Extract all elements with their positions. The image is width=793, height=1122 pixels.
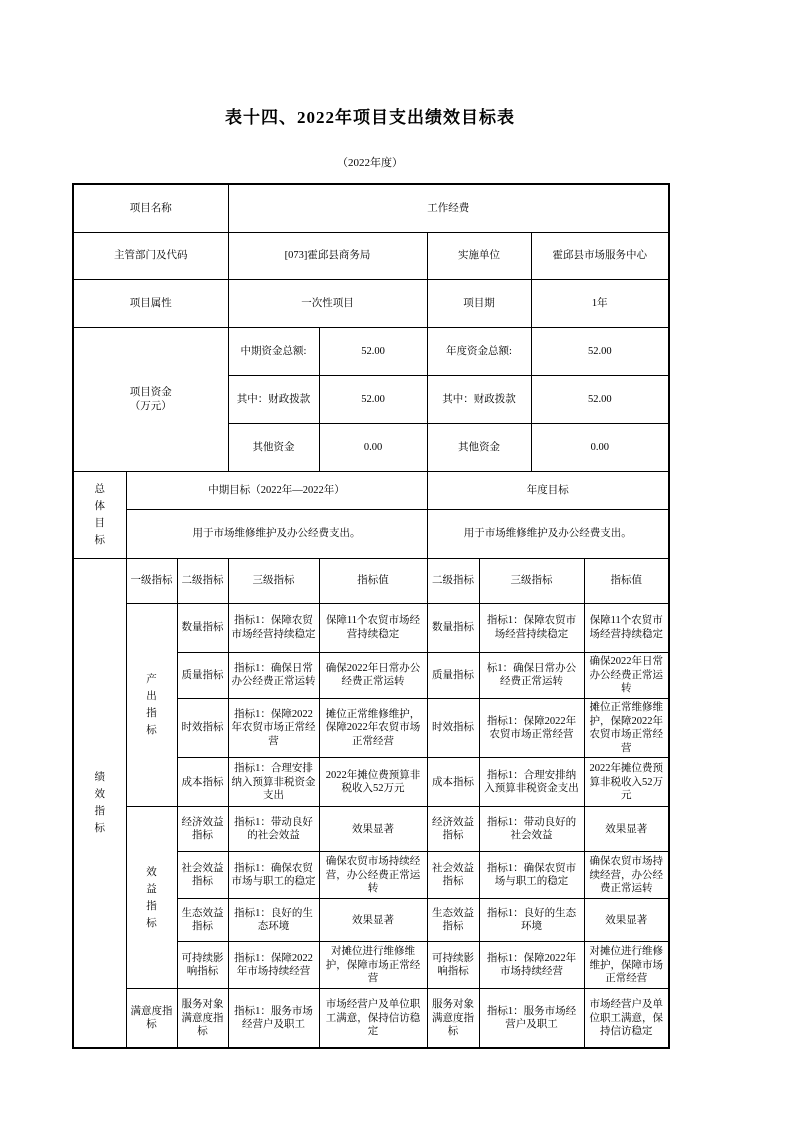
indicator-level3-right: 指标1：服务市场经营户及职工 xyxy=(479,989,584,1049)
indicator-value: 确保2022年日常办公经费正常运转 xyxy=(319,653,427,699)
annual-other-label: 其他资金 xyxy=(427,424,531,472)
mid-goal-header: 中期目标（2022年—2022年） xyxy=(126,472,427,510)
indicator-level3: 指标1：保障2022年农贸市场正常经营 xyxy=(228,698,319,758)
mid-fiscal-label: 其中：财政拨款 xyxy=(228,376,319,424)
indicator-level2-right: 成本指标 xyxy=(427,758,479,807)
indicator-value-right: 2022年摊位费预算非税收入52万元 xyxy=(584,758,669,807)
table-row xyxy=(73,233,669,280)
indicator-value: 市场经营户及单位职工满意，保持信访稳定 xyxy=(319,989,427,1049)
indicator-level2: 社会效益指标 xyxy=(177,852,228,899)
indicator-value: 效果显著 xyxy=(319,899,427,942)
col-header-level3: 三级指标 xyxy=(228,559,319,604)
group-benefit-label-text: 效益指标 xyxy=(146,866,157,929)
attr-value: 一次性项目 xyxy=(228,280,427,328)
table-row xyxy=(73,184,669,233)
indicator-level3: 指标1：带动良好的社会效益 xyxy=(228,807,319,852)
indicator-level2-right: 经济效益指标 xyxy=(427,807,479,852)
indicator-value: 保障11个农贸市场经营持续稳定 xyxy=(319,604,427,653)
annual-fiscal-value: 52.00 xyxy=(531,376,669,424)
annual-goal-text: 用于市场维修维护及办公经费支出。 xyxy=(427,510,669,559)
indicator-value-right: 市场经营户及单位职工满意，保持信访稳定 xyxy=(584,989,669,1049)
table-row xyxy=(73,604,669,653)
indicator-level2: 质量指标 xyxy=(177,653,228,699)
table-row xyxy=(73,280,669,328)
overall-goal-label-text: 总体目标 xyxy=(94,484,105,546)
mid-other-label: 其他资金 xyxy=(228,424,319,472)
indicator-level3-right: 指标1：保障2022年市场持续经营 xyxy=(479,942,584,989)
impl-unit-value: 霍邱县市场服务中心 xyxy=(531,233,669,280)
indicator-value: 对摊位进行维修维护，保障市场正常经营 xyxy=(319,942,427,989)
indicator-level2: 经济效益指标 xyxy=(177,807,228,852)
indicator-level2-right: 可持续影响指标 xyxy=(427,942,479,989)
indicator-level3: 指标1：服务市场经营户及职工 xyxy=(228,989,319,1049)
indicator-level3: 指标1：合理安排纳入预算非税资金支出 xyxy=(228,758,319,807)
mid-goal-text: 用于市场维修维护及办公经费支出。 xyxy=(126,510,427,559)
indicator-level3-right: 指标1：合理安排纳入预算非税资金支出 xyxy=(479,758,584,807)
indicator-level3: 指标1：良好的生态环境 xyxy=(228,899,319,942)
indicator-level2-right: 质量指标 xyxy=(427,653,479,699)
indicator-level3-right: 指标1：确保农贸市场与职工的稳定 xyxy=(479,852,584,899)
annual-total-value: 52.00 xyxy=(531,328,669,376)
indicator-value: 2022年摊位费预算非税收入52万元 xyxy=(319,758,427,807)
indicator-level2: 数量指标 xyxy=(177,604,228,653)
indicator-level2-right: 数量指标 xyxy=(427,604,479,653)
indicator-level2: 服务对象满意度指标 xyxy=(177,989,228,1049)
project-name-value: 工作经费 xyxy=(228,184,669,233)
mid-total-value: 52.00 xyxy=(319,328,427,376)
funding-label xyxy=(73,328,228,472)
group-benefit-label xyxy=(126,807,177,989)
attr-label: 项目属性 xyxy=(73,280,228,328)
funding-label-line2: （万元） xyxy=(129,400,172,412)
annual-goal-header: 年度目标 xyxy=(427,472,669,510)
indicator-level2: 可持续影响指标 xyxy=(177,942,228,989)
indicator-value-right: 确保农贸市场持续经营，办公经费正常运转 xyxy=(584,852,669,899)
page-subtitle: （2022年度） xyxy=(337,157,403,169)
impl-unit-label: 实施单位 xyxy=(427,233,531,280)
indicator-level2: 时效指标 xyxy=(177,698,228,758)
mid-fiscal-value: 52.00 xyxy=(319,376,427,424)
col-header-value-right: 指标值 xyxy=(584,559,669,604)
dept-value: [073]霍邱县商务局 xyxy=(228,233,427,280)
table-row xyxy=(73,559,669,604)
indicator-level2-right: 生态效益指标 xyxy=(427,899,479,942)
col-header-level2: 二级指标 xyxy=(177,559,228,604)
col-header-level2-right: 二级指标 xyxy=(427,559,479,604)
annual-total-label: 年度资金总额: xyxy=(427,328,531,376)
annual-fiscal-label: 其中：财政拨款 xyxy=(427,376,531,424)
indicator-value: 效果显著 xyxy=(319,807,427,852)
indicator-value-right: 保障11个农贸市场经营持续稳定 xyxy=(584,604,669,653)
indicator-value: 摊位正常维修维护，保障2022年农贸市场正常经营 xyxy=(319,698,427,758)
indicator-level3: 指标1：保障2022年市场持续经营 xyxy=(228,942,319,989)
group-satisfaction-label: 满意度指标 xyxy=(126,989,177,1049)
indicator-value-right: 对摊位进行维修维护，保障市场正常经营 xyxy=(584,942,669,989)
indicator-level2-right: 社会效益指标 xyxy=(427,852,479,899)
indicator-level3-right: 指标1：带动良好的社会效益 xyxy=(479,807,584,852)
indicator-level2-right: 时效指标 xyxy=(427,698,479,758)
perf-section-label xyxy=(73,559,126,1049)
perf-section-label-text: 绩效指标 xyxy=(94,772,105,835)
performance-target-table xyxy=(72,183,670,1049)
dept-label: 主管部门及代码 xyxy=(73,233,228,280)
indicator-level3: 指标1：确保农贸市场与职工的稳定 xyxy=(228,852,319,899)
period-value: 1年 xyxy=(531,280,669,328)
funding-label-line1: 项目资金 xyxy=(129,386,172,398)
mid-other-value: 0.00 xyxy=(319,424,427,472)
indicator-level3-right: 指标1：保障农贸市场经营持续稳定 xyxy=(479,604,584,653)
col-header-value: 指标值 xyxy=(319,559,427,604)
indicator-level2-right: 服务对象满意度指标 xyxy=(427,989,479,1049)
col-header-level1: 一级指标 xyxy=(126,559,177,604)
indicator-level3: 指标1：确保日常办公经费正常运转 xyxy=(228,653,319,699)
indicator-value-right: 效果显著 xyxy=(584,899,669,942)
page-title: 表十四、2022年项目支出绩效目标表 xyxy=(225,108,515,127)
indicator-value-right: 摊位正常维修维护，保障2022年农贸市场正常经营 xyxy=(584,698,669,758)
indicator-level3-right: 标1：确保日常办公经费正常运转 xyxy=(479,653,584,699)
group-output-label xyxy=(126,604,177,807)
project-name-label: 项目名称 xyxy=(73,184,228,233)
table-row xyxy=(73,989,669,1049)
table-row xyxy=(73,807,669,852)
indicator-level3-right: 指标1：保障2022年农贸市场正常经营 xyxy=(479,698,584,758)
table-row xyxy=(73,472,669,510)
annual-other-value: 0.00 xyxy=(531,424,669,472)
indicator-level2: 成本指标 xyxy=(177,758,228,807)
table-row xyxy=(73,510,669,559)
indicator-level3: 指标1：保障农贸市场经营持续稳定 xyxy=(228,604,319,653)
indicator-level3-right: 指标1：良好的生态环境 xyxy=(479,899,584,942)
indicator-value: 确保农贸市场持续经营，办公经费正常运转 xyxy=(319,852,427,899)
document-content xyxy=(72,0,668,1049)
overall-goal-label xyxy=(73,472,126,559)
indicator-level2: 生态效益指标 xyxy=(177,899,228,942)
indicator-value-right: 效果显著 xyxy=(584,807,669,852)
group-output-label-text: 产出指标 xyxy=(146,674,157,737)
col-header-level3-right: 三级指标 xyxy=(479,559,584,604)
table-row xyxy=(73,328,669,376)
mid-total-label: 中期资金总额: xyxy=(228,328,319,376)
indicator-value-right: 确保2022年日常办公经费正常运转 xyxy=(584,653,669,699)
period-label: 项目期 xyxy=(427,280,531,328)
